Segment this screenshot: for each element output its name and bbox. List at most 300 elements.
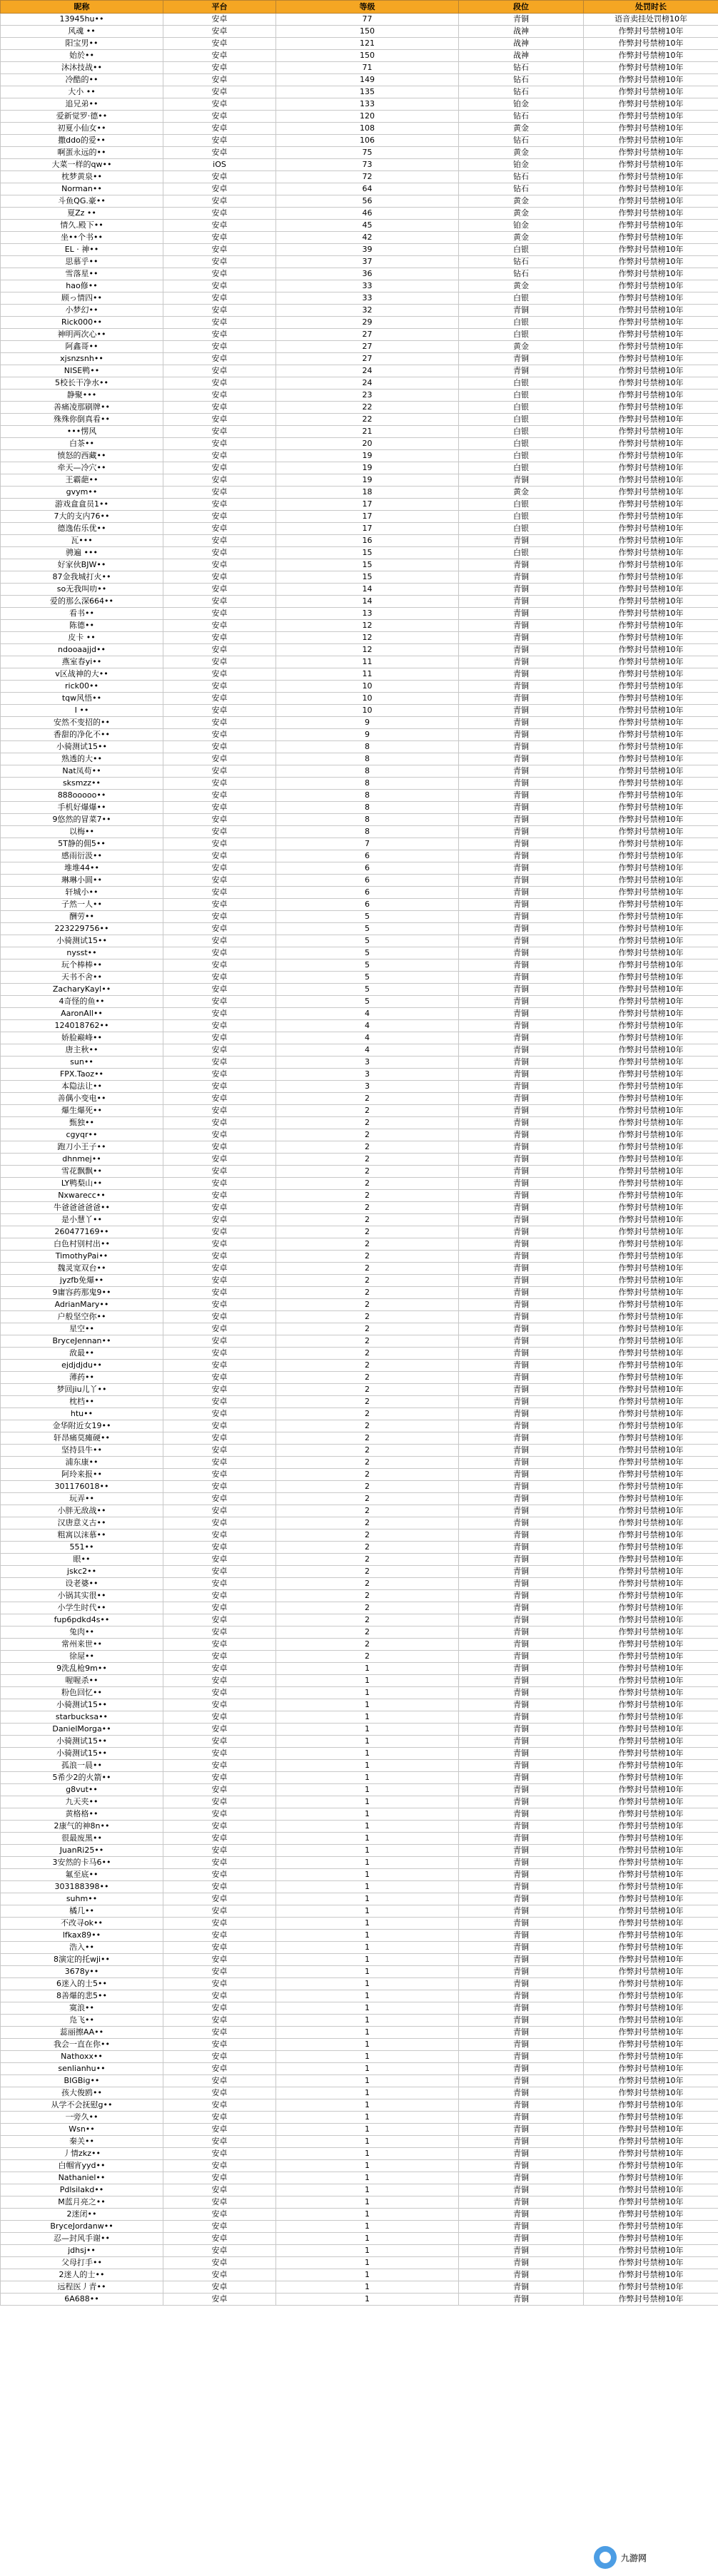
cell-level: 2 <box>276 1614 459 1626</box>
cell-nickname: TimothyPai•• <box>1 1251 163 1263</box>
cell-platform: 安卓 <box>163 98 276 111</box>
cell-nickname: 皮卡 •• <box>1 632 163 644</box>
cell-penalty: 作弊封号禁榜10年 <box>584 972 718 984</box>
cell-platform: 安卓 <box>163 2221 276 2233</box>
cell-platform: 安卓 <box>163 644 276 656</box>
table-row <box>1 814 718 826</box>
cell-rank: 青铜 <box>459 1348 584 1360</box>
cell-rank: 青铜 <box>459 753 584 765</box>
cell-penalty: 作弊封号禁榜10年 <box>584 2160 718 2172</box>
cell-platform: 安卓 <box>163 1311 276 1323</box>
table-row <box>1 474 718 487</box>
cell-penalty: 作弊封号禁榜10年 <box>584 256 718 268</box>
table-row <box>1 232 718 244</box>
table-row <box>1 280 718 292</box>
cell-nickname: 2康气的神8n•• <box>1 1821 163 1833</box>
cell-penalty: 作弊封号禁榜10年 <box>584 1190 718 1202</box>
cell-nickname: 设老婆•• <box>1 1578 163 1590</box>
cell-platform: 安卓 <box>163 2051 276 2063</box>
cell-nickname: 善痛凌那刷牌•• <box>1 402 163 414</box>
cell-level: 1 <box>276 1796 459 1808</box>
cell-level: 45 <box>276 220 459 232</box>
cell-level: 7 <box>276 838 459 850</box>
cell-platform: 安卓 <box>163 1954 276 1966</box>
table-row <box>1 1554 718 1566</box>
table-row <box>1 2184 718 2196</box>
cell-penalty: 作弊封号禁榜10年 <box>584 2294 718 2306</box>
cell-level: 10 <box>276 681 459 693</box>
cell-rank: 青铜 <box>459 1166 584 1178</box>
cell-platform: 安卓 <box>163 280 276 292</box>
cell-penalty: 作弊封号禁榜10年 <box>584 571 718 584</box>
cell-platform: 安卓 <box>163 256 276 268</box>
cell-nickname: 顾っ情四•• <box>1 292 163 305</box>
cell-penalty: 作弊封号禁榜10年 <box>584 753 718 765</box>
cell-platform: 安卓 <box>163 1238 276 1251</box>
cell-level: 33 <box>276 280 459 292</box>
cell-penalty: 作弊封号禁榜10年 <box>584 232 718 244</box>
cell-rank: 铂金 <box>459 159 584 171</box>
table-row <box>1 2002 718 2015</box>
table-row <box>1 2099 718 2112</box>
table-row <box>1 729 718 741</box>
cell-level: 39 <box>276 244 459 256</box>
cell-rank: 青铜 <box>459 1469 584 1481</box>
cell-rank: 青铜 <box>459 1699 584 1711</box>
cell-penalty: 作弊封号禁榜10年 <box>584 1639 718 1651</box>
cell-nickname: hao修•• <box>1 280 163 292</box>
cell-platform: 安卓 <box>163 911 276 923</box>
cell-nickname: 善偶小变电•• <box>1 1093 163 1105</box>
cell-penalty: 作弊封号禁榜10年 <box>584 365 718 377</box>
table-row <box>1 1190 718 1202</box>
cell-platform: 安卓 <box>163 1020 276 1032</box>
cell-level: 10 <box>276 693 459 705</box>
cell-level: 18 <box>276 487 459 499</box>
cell-penalty: 作弊封号禁榜10年 <box>584 1869 718 1881</box>
cell-penalty: 作弊封号禁榜10年 <box>584 195 718 208</box>
cell-platform: 安卓 <box>163 1335 276 1348</box>
cell-penalty: 作弊封号禁榜10年 <box>584 1990 718 2002</box>
cell-level: 2 <box>276 1457 459 1469</box>
cell-penalty: 作弊封号禁榜10年 <box>584 1481 718 1493</box>
cell-penalty: 作弊封号禁榜10年 <box>584 620 718 632</box>
cell-nickname: 夏Zz •• <box>1 208 163 220</box>
cell-penalty: 作弊封号禁榜10年 <box>584 802 718 814</box>
cell-rank: 青铜 <box>459 875 584 887</box>
table-row <box>1 523 718 535</box>
cell-platform: 安卓 <box>163 620 276 632</box>
cell-penalty: 作弊封号禁榜10年 <box>584 1724 718 1736</box>
cell-platform: 安卓 <box>163 1226 276 1238</box>
cell-nickname: 手机好爆爆•• <box>1 802 163 814</box>
cell-level: 9 <box>276 717 459 729</box>
cell-penalty: 作弊封号禁榜10年 <box>584 1372 718 1384</box>
cell-penalty: 作弊封号禁榜10年 <box>584 741 718 753</box>
cell-rank: 青铜 <box>459 1808 584 1821</box>
cell-platform: 安卓 <box>163 2184 276 2196</box>
cell-rank: 铂金 <box>459 98 584 111</box>
cell-nickname: EL · 神•• <box>1 244 163 256</box>
cell-rank: 青铜 <box>459 911 584 923</box>
cell-penalty: 作弊封号禁榜10年 <box>584 1881 718 1893</box>
cell-platform: 安卓 <box>163 2245 276 2257</box>
cell-nickname: Wsn•• <box>1 2124 163 2136</box>
cell-nickname: 9庸容药那鬼9•• <box>1 1287 163 1299</box>
table-row <box>1 1469 718 1481</box>
cell-platform: 安卓 <box>163 802 276 814</box>
cell-level: 1 <box>276 1869 459 1881</box>
cell-nickname: 一旁久•• <box>1 2112 163 2124</box>
cell-rank: 青铜 <box>459 14 584 26</box>
cell-platform: 安卓 <box>163 1651 276 1663</box>
cell-platform: 安卓 <box>163 2124 276 2136</box>
cell-nickname: 9悠然的冒菜7•• <box>1 814 163 826</box>
cell-platform: 安卓 <box>163 1736 276 1748</box>
cell-rank: 青铜 <box>459 1857 584 1869</box>
cell-rank: 白银 <box>459 426 584 438</box>
cell-platform: 安卓 <box>163 1117 276 1129</box>
cell-rank: 青铜 <box>459 1493 584 1505</box>
cell-level: 6 <box>276 875 459 887</box>
table-row <box>1 765 718 778</box>
cell-nickname: jdhsj•• <box>1 2245 163 2257</box>
cell-rank: 青铜 <box>459 2245 584 2257</box>
cell-level: 1 <box>276 1954 459 1966</box>
cell-penalty: 作弊封号禁榜10年 <box>584 1141 718 1154</box>
cell-level: 1 <box>276 1748 459 1760</box>
cell-penalty: 作弊封号禁榜10年 <box>584 1420 718 1432</box>
cell-rank: 青铜 <box>459 705 584 717</box>
table-row <box>1 1857 718 1869</box>
cell-rank: 钻石 <box>459 74 584 86</box>
cell-platform: 安卓 <box>163 1299 276 1311</box>
cell-platform: 安卓 <box>163 232 276 244</box>
cell-level: 1 <box>276 1821 459 1833</box>
cell-platform: 安卓 <box>163 26 276 38</box>
cell-platform: 安卓 <box>163 62 276 74</box>
table-row <box>1 790 718 802</box>
cell-level: 2 <box>276 1238 459 1251</box>
cell-platform: 安卓 <box>163 1178 276 1190</box>
cell-level: 33 <box>276 292 459 305</box>
cell-nickname: 2迷闭•• <box>1 2209 163 2221</box>
cell-rank: 青铜 <box>459 1869 584 1881</box>
cell-platform: 安卓 <box>163 1517 276 1529</box>
cell-nickname: 玩弄•• <box>1 1493 163 1505</box>
header-level: 等级 <box>276 1 459 14</box>
cell-rank: 青铜 <box>459 1202 584 1214</box>
cell-level: 23 <box>276 390 459 402</box>
cell-platform: 安卓 <box>163 1833 276 1845</box>
cell-penalty: 作弊封号禁榜10年 <box>584 1469 718 1481</box>
cell-level: 1 <box>276 2087 459 2099</box>
table-row <box>1 1263 718 1275</box>
cell-penalty: 作弊封号禁榜10年 <box>584 1057 718 1069</box>
cell-rank: 青铜 <box>459 1614 584 1626</box>
cell-penalty: 作弊封号禁榜10年 <box>584 1202 718 1214</box>
cell-rank: 青铜 <box>459 729 584 741</box>
cell-platform: 安卓 <box>163 1554 276 1566</box>
cell-penalty: 作弊封号禁榜10年 <box>584 414 718 426</box>
cell-nickname: 阳宝男•• <box>1 38 163 50</box>
cell-penalty: 语音卖挂处罚榜10年 <box>584 14 718 26</box>
cell-penalty: 作弊封号禁榜10年 <box>584 1432 718 1445</box>
cell-penalty: 作弊封号禁榜10年 <box>584 171 718 183</box>
cell-platform: 安卓 <box>163 511 276 523</box>
table-row <box>1 1772 718 1784</box>
cell-level: 2 <box>276 1432 459 1445</box>
table-row <box>1 220 718 232</box>
cell-rank: 青铜 <box>459 1129 584 1141</box>
cell-level: 1 <box>276 1978 459 1990</box>
cell-penalty: 作弊封号禁榜10年 <box>584 1663 718 1675</box>
cell-nickname: Norman•• <box>1 183 163 195</box>
cell-penalty: 作弊封号禁榜10年 <box>584 2051 718 2063</box>
cell-platform: 安卓 <box>163 438 276 450</box>
cell-penalty: 作弊封号禁榜10年 <box>584 2099 718 2112</box>
cell-platform: 安卓 <box>163 2039 276 2051</box>
cell-penalty: 作弊封号禁榜10年 <box>584 98 718 111</box>
cell-nickname: 小骑测试15•• <box>1 1736 163 1748</box>
cell-nickname: 冷酷的•• <box>1 74 163 86</box>
cell-level: 1 <box>276 1833 459 1845</box>
cell-nickname: 堆堆44•• <box>1 862 163 875</box>
cell-level: 22 <box>276 402 459 414</box>
table-row <box>1 341 718 353</box>
cell-nickname: jskc2•• <box>1 1566 163 1578</box>
cell-level: 24 <box>276 365 459 377</box>
cell-platform: 安卓 <box>163 2257 276 2269</box>
cell-penalty: 作弊封号禁榜10年 <box>584 1154 718 1166</box>
cell-nickname: 寞浪•• <box>1 2002 163 2015</box>
cell-nickname: 白帼宵yyd•• <box>1 2160 163 2172</box>
cell-nickname: 爆生爆死•• <box>1 1105 163 1117</box>
table-row <box>1 1930 718 1942</box>
table-row <box>1 1057 718 1069</box>
cell-penalty: 作弊封号禁榜10年 <box>584 402 718 414</box>
cell-nickname: 初夏小仙女•• <box>1 123 163 135</box>
cell-penalty: 作弊封号禁榜10年 <box>584 1384 718 1396</box>
cell-nickname: FPX.Taoz•• <box>1 1069 163 1081</box>
cell-rank: 青铜 <box>459 972 584 984</box>
cell-rank: 青铜 <box>459 681 584 693</box>
cell-penalty: 作弊封号禁榜10年 <box>584 2087 718 2099</box>
table-row <box>1 1069 718 1081</box>
cell-level: 6 <box>276 862 459 875</box>
table-row <box>1 1008 718 1020</box>
cell-nickname: so无我叫叻•• <box>1 584 163 596</box>
cell-level: 3 <box>276 1081 459 1093</box>
table-row <box>1 1869 718 1881</box>
table-row <box>1 14 718 26</box>
cell-nickname: 阿鑫哥•• <box>1 341 163 353</box>
cell-level: 1 <box>276 2294 459 2306</box>
cell-rank: 青铜 <box>459 1675 584 1687</box>
cell-penalty: 作弊封号禁榜10年 <box>584 1129 718 1141</box>
cell-platform: 安卓 <box>163 474 276 487</box>
cell-rank: 黄金 <box>459 208 584 220</box>
cell-rank: 青铜 <box>459 1214 584 1226</box>
cell-level: 4 <box>276 1032 459 1044</box>
cell-rank: 白银 <box>459 244 584 256</box>
cell-nickname: 户般坚空你•• <box>1 1311 163 1323</box>
cell-penalty: 作弊封号禁榜10年 <box>584 1590 718 1602</box>
cell-level: 1 <box>276 1675 459 1687</box>
cell-nickname: 喔喔杀•• <box>1 1675 163 1687</box>
cell-nickname: LY鸭梨山•• <box>1 1178 163 1190</box>
cell-nickname: Nathoxx•• <box>1 2051 163 2063</box>
table-row <box>1 1966 718 1978</box>
cell-penalty: 作弊封号禁榜10年 <box>584 1214 718 1226</box>
cell-penalty: 作弊封号禁榜10年 <box>584 1020 718 1032</box>
table-row <box>1 1384 718 1396</box>
cell-platform: 安卓 <box>163 1032 276 1044</box>
cell-level: 1 <box>276 2184 459 2196</box>
cell-penalty: 作弊封号禁榜10年 <box>584 1275 718 1287</box>
cell-nickname: 橘几•• <box>1 1905 163 1918</box>
cell-nickname: 260477169•• <box>1 1226 163 1238</box>
cell-penalty: 作弊封号禁榜10年 <box>584 305 718 317</box>
cell-penalty: 作弊封号禁榜10年 <box>584 1505 718 1517</box>
cell-rank: 青铜 <box>459 1954 584 1966</box>
table-row <box>1 438 718 450</box>
table-row <box>1 1784 718 1796</box>
cell-rank: 青铜 <box>459 2124 584 2136</box>
cell-level: 2 <box>276 1481 459 1493</box>
cell-nickname: 粗寓以沫慕•• <box>1 1529 163 1542</box>
cell-nickname: 5T静的佣5•• <box>1 838 163 850</box>
cell-platform: 安卓 <box>163 899 276 911</box>
cell-platform: 安卓 <box>163 1529 276 1542</box>
cell-level: 1 <box>276 2015 459 2027</box>
cell-platform: 安卓 <box>163 1505 276 1517</box>
cell-level: 16 <box>276 535 459 547</box>
cell-level: 1 <box>276 2269 459 2281</box>
cell-platform: 安卓 <box>163 1372 276 1384</box>
table-row <box>1 2160 718 2172</box>
table-row <box>1 1821 718 1833</box>
watermark-logo-icon <box>594 2546 617 2569</box>
table-row <box>1 2051 718 2063</box>
cell-rank: 青铜 <box>459 1517 584 1529</box>
table-row <box>1 547 718 559</box>
cell-penalty: 作弊封号禁榜10年 <box>584 1445 718 1457</box>
cell-platform: 安卓 <box>163 596 276 608</box>
cell-nickname: 王霸葩•• <box>1 474 163 487</box>
cell-level: 2 <box>276 1529 459 1542</box>
cell-nickname: 安然不变招的•• <box>1 717 163 729</box>
cell-nickname: 小锅其实很•• <box>1 1590 163 1602</box>
cell-level: 2 <box>276 1178 459 1190</box>
cell-nickname: nysst•• <box>1 947 163 959</box>
cell-penalty: 作弊封号禁榜10年 <box>584 220 718 232</box>
cell-platform: 安卓 <box>163 947 276 959</box>
table-row <box>1 1529 718 1542</box>
cell-level: 2 <box>276 1626 459 1639</box>
cell-platform: 安卓 <box>163 632 276 644</box>
cell-penalty: 作弊封号禁榜10年 <box>584 1323 718 1335</box>
cell-nickname: fup6pdkd4s•• <box>1 1614 163 1626</box>
table-row <box>1 1699 718 1711</box>
cell-rank: 青铜 <box>459 2099 584 2112</box>
cell-rank: 青铜 <box>459 365 584 377</box>
cell-level: 1 <box>276 2136 459 2148</box>
cell-platform: 安卓 <box>163 1602 276 1614</box>
cell-rank: 青铜 <box>459 1505 584 1517</box>
cell-penalty: 作弊封号禁榜10年 <box>584 50 718 62</box>
cell-level: 36 <box>276 268 459 280</box>
cell-penalty: 作弊封号禁榜10年 <box>584 1857 718 1869</box>
cell-penalty: 作弊封号禁榜10年 <box>584 2063 718 2075</box>
cell-level: 1 <box>276 2112 459 2124</box>
table-row <box>1 1141 718 1154</box>
table-row <box>1 135 718 147</box>
cell-rank: 青铜 <box>459 1529 584 1542</box>
cell-nickname: dhnmej•• <box>1 1154 163 1166</box>
cell-rank: 青铜 <box>459 1335 584 1348</box>
cell-penalty: 作弊封号禁榜10年 <box>584 450 718 462</box>
cell-penalty: 作弊封号禁榜10年 <box>584 596 718 608</box>
watermark <box>594 2545 708 2570</box>
table-row <box>1 365 718 377</box>
table-header-row <box>1 1 718 14</box>
cell-platform: 安卓 <box>163 2148 276 2160</box>
cell-platform: 安卓 <box>163 668 276 681</box>
cell-nickname: •••愣风 <box>1 426 163 438</box>
cell-penalty: 作弊封号禁榜10年 <box>584 584 718 596</box>
cell-penalty: 作弊封号禁榜10年 <box>584 935 718 947</box>
table-row <box>1 778 718 790</box>
cell-nickname: Nathaniel•• <box>1 2172 163 2184</box>
table-row <box>1 38 718 50</box>
cell-rank: 青铜 <box>459 1311 584 1323</box>
table-row <box>1 244 718 256</box>
table-row <box>1 2148 718 2160</box>
cell-penalty: 作弊封号禁榜10年 <box>584 462 718 474</box>
table-row <box>1 256 718 268</box>
table-row <box>1 1335 718 1348</box>
cell-penalty: 作弊封号禁榜10年 <box>584 2148 718 2160</box>
cell-nickname: 小骑测试15•• <box>1 741 163 753</box>
cell-rank: 青铜 <box>459 1663 584 1675</box>
table-row <box>1 1639 718 1651</box>
cell-nickname: 啊蛋永远的•• <box>1 147 163 159</box>
cell-nickname: htu•• <box>1 1408 163 1420</box>
cell-rank: 青铜 <box>459 862 584 875</box>
table-row <box>1 1445 718 1457</box>
cell-level: 2 <box>276 1154 459 1166</box>
table-row <box>1 499 718 511</box>
cell-nickname: 大小 •• <box>1 86 163 98</box>
cell-platform: 安卓 <box>163 1966 276 1978</box>
cell-rank: 青铜 <box>459 790 584 802</box>
cell-nickname: 孩大俊鸥•• <box>1 2087 163 2099</box>
cell-platform: 安卓 <box>163 2087 276 2099</box>
cell-penalty: 作弊封号禁榜10年 <box>584 1772 718 1784</box>
cell-level: 2 <box>276 1190 459 1202</box>
cell-platform: 安卓 <box>163 1857 276 1869</box>
cell-rank: 青铜 <box>459 1893 584 1905</box>
cell-nickname: 思慕乎•• <box>1 256 163 268</box>
cell-platform: 安卓 <box>163 584 276 596</box>
cell-platform: 安卓 <box>163 74 276 86</box>
cell-penalty: 作弊封号禁榜10年 <box>584 693 718 705</box>
table-row <box>1 487 718 499</box>
cell-level: 2 <box>276 1542 459 1554</box>
cell-platform: 安卓 <box>163 2002 276 2015</box>
cell-penalty: 作弊封号禁榜10年 <box>584 2209 718 2221</box>
